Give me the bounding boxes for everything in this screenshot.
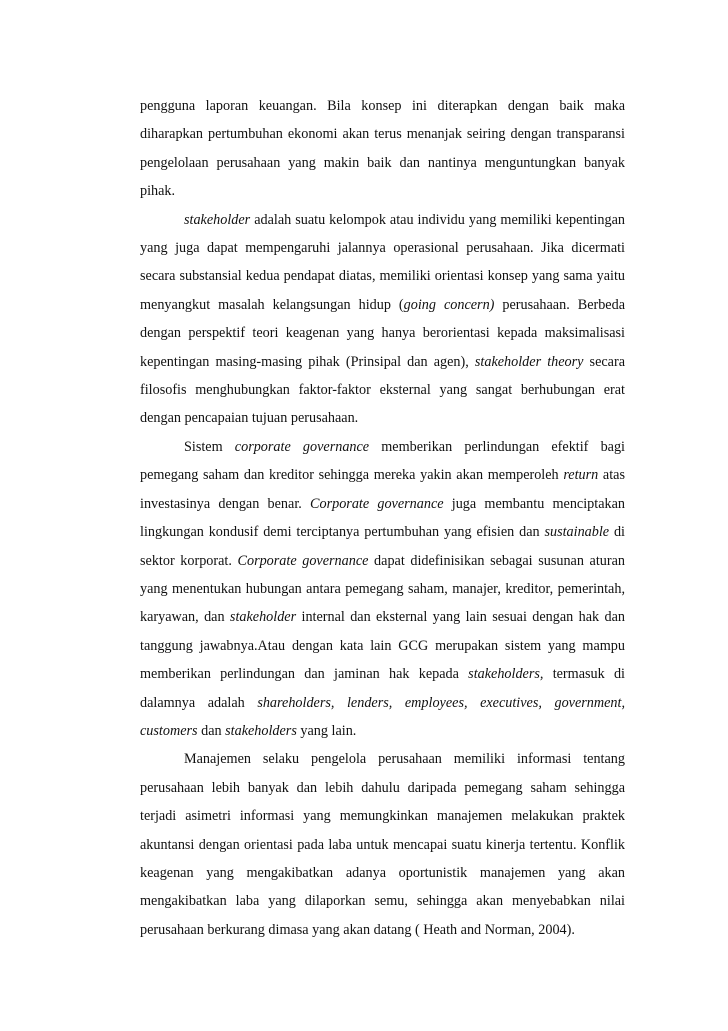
paragraph-4 — [140, 745, 625, 944]
italic-term: stakeholder — [229, 609, 297, 626]
text-run: termasuk di dalamnya adalah — [140, 666, 625, 711]
text-run: yang lain. — [296, 722, 357, 739]
italic-term: Corporate governance — [310, 495, 444, 512]
paragraph-3 — [140, 433, 625, 745]
italic-term: corporate governance — [234, 438, 370, 455]
text-run: pengguna laporan keuangan. Bila konsep ini diterapkan dengan baik maka diharapkan pertumbuhan ekonomi akan terus menanjak seiring dengan transparansi pengelolaan perusahaan yang makin baik dan nantinya menguntungkan banyak pihak. — [140, 98, 625, 200]
paragraph-2 — [140, 206, 625, 433]
text-run: dan — [197, 722, 226, 739]
text-run: Sistem — [184, 438, 235, 455]
italic-term: shareholders, lenders, employees, executives, government, customers — [140, 694, 625, 739]
italic-term: sustainable — [544, 524, 610, 541]
italic-term: going concern) — [403, 296, 495, 313]
text-run: secara filosofis menghubungkan faktor-faktor eksternal yang sangat berhubungan erat dengan pencapaian tujuan perusahaan. — [140, 353, 625, 427]
text-run: juga membantu menciptakan lingkungan kondusif demi terciptanya pertumbuhan yang efisien dan — [140, 495, 625, 541]
paragraph-1 — [140, 92, 625, 206]
text-run: perusahaan. Berbeda dengan perspektif teori keagenan yang hanya berorientasi kepada maksimalisasi kepentingan masing-masing pihak (Prinsipal dan agen), — [140, 296, 625, 370]
text-run: internal dan eksternal yang lain sesuai dengan hak dan tanggung jawabnya.Atau dengan kata lain GCG merupakan sistem yang mampu memberikan perlindungan dan jaminan hak kepada — [140, 609, 625, 683]
italic-term: stakeholders, — [468, 666, 544, 683]
text-run: atas investasinya dengan benar. — [140, 467, 625, 512]
text-run: di sektor korporat. — [140, 524, 625, 569]
italic-term: return — [563, 467, 599, 484]
text-run: adalah suatu kelompok atau individu yang memiliki kepentingan yang juga dapat mempengaruhi jalannya operasional perusahaan. Jika dicermati secara substansial kedua pendapat diatas, memiliki orientasi konsep yang sama yaitu menyangkut masalah kelangsungan hidup ( — [140, 211, 625, 313]
text-run: Manajemen selaku pengelola perusahaan memiliki informasi tentang perusahaan lebih banyak dan lebih dahulu daripada pemegang saham sehingga terjadi asimetri informasi yang memungkinkan manajemen melakukan praktek akuntansi dengan orientasi pada laba untuk mencapai suatu kinerja tertentu. Konflik keagenan yang mengakibatkan adanya oportunistik manajemen yang akan mengakibatkan laba yang dilaporkan semu, sehingga akan menyebabkan nilai perusahaan berkurang dimasa yang akan datang ( Heath and Norman, 2004). — [140, 751, 625, 938]
italic-term: stakeholder — [184, 211, 251, 228]
italic-term: Corporate governance — [237, 552, 369, 569]
text-run: memberikan perlindungan efektif bagi pemegang saham dan kreditor sehingga mereka yakin akan memperoleh — [140, 438, 625, 484]
text-run: dapat didefinisikan sebagai susunan aturan yang menentukan hubungan antara pemegang saham, manajer, kreditor, pemerintah, karyawan, dan — [140, 552, 625, 626]
body-text — [140, 92, 625, 944]
italic-term: stakeholder theory — [474, 353, 584, 370]
italic-term: stakeholders — [225, 722, 297, 739]
